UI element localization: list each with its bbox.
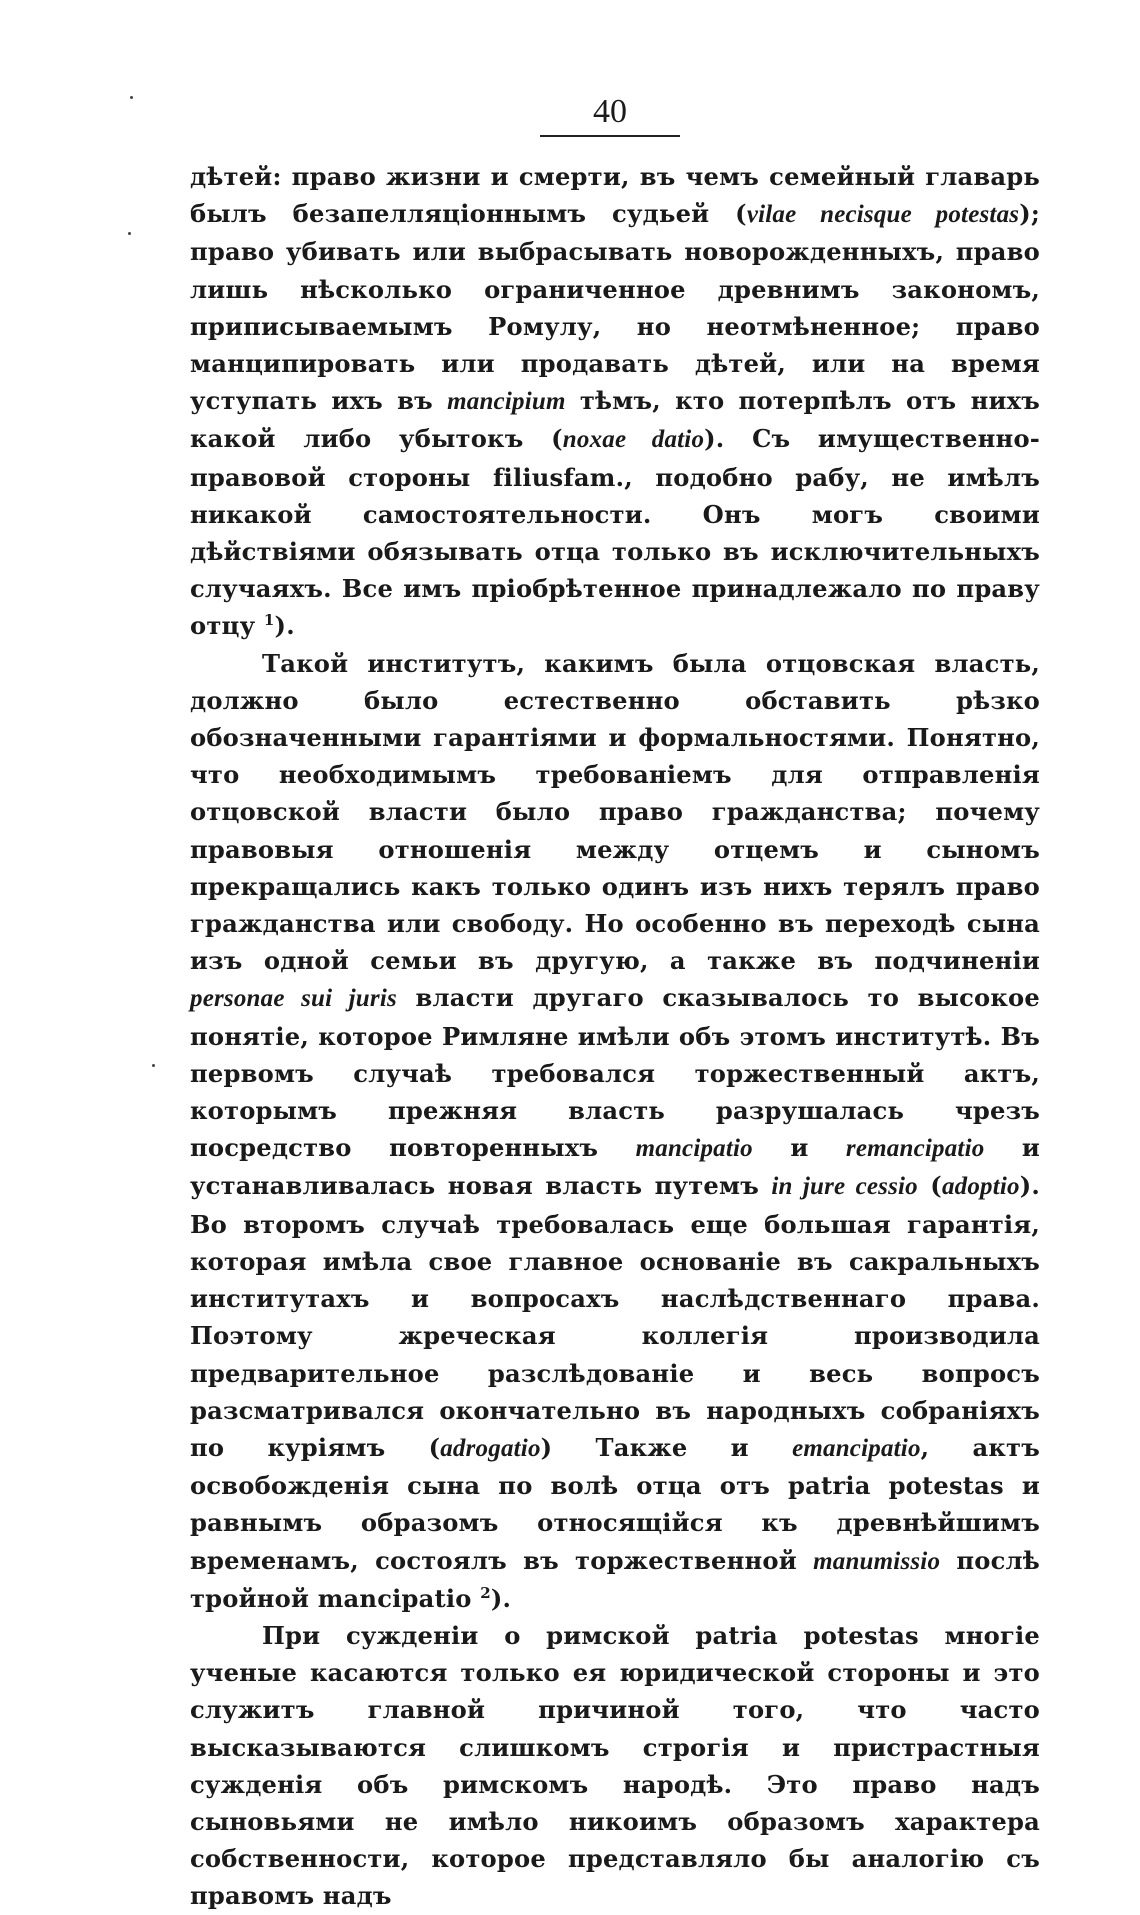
latin-term: remancipatio [845,1135,985,1163]
latin-term: vilae necisque potestas [746,201,1020,229]
text-run: Такой институтъ, какимъ была отцовская власть, должно было естественно обставить рѣзко обозначенными гарантіями и формальностями. Понятно, что необходимымъ требованіемъ для отправленія отцовской власти было право гражданства; почему правовыя отношенія между отцемъ и сыномъ прекращались какъ только одинъ изъ нихъ терялъ право гражданства или свободу. Но особенно въ переходѣ сына изъ одной семьи въ другую, а также въ подчиненіи [190,648,1040,976]
text-run: тѣмъ, кто потерпѣлъ отъ нихъ какой либо убытокъ ( [190,386,1040,454]
latin-term: emancipatio [792,1434,921,1462]
text-run: ). Во второмъ случаѣ требовалась еще большая гарантія, которая имѣла свое главное основаніе въ сакральныхъ институтахъ и вопросахъ наслѣдственнаго права. Поэтому жреческая коллегія производила предварительное разслѣдованіе и весь вопросъ разсматривался окончательно въ народныхъ собраніяхъ по куріямъ ( [190,1171,1041,1462]
text-run: ) Также и [540,1432,793,1462]
footnote-marker: 2 [480,1583,491,1602]
body-text [190,158,1040,1915]
latin-term: personae sui juris [190,985,397,1013]
latin-term: in jure cessio [771,1173,918,1201]
text-run: ( [917,1171,942,1201]
text-run: послѣ тройной mancipatio [190,1545,1040,1613]
paragraph [190,158,1040,645]
scan-speck [128,232,131,235]
text-run: и [752,1133,846,1163]
text-run: ). [490,1583,512,1613]
text-run: ); право убивать или выбрасывать новорожденныхъ, право лишь нѣсколько ограниченное древнимъ закономъ, приписываемымъ Ромулу, но неотмѣненное; право манципировать или продавать дѣтей, или на время уступать ихъ въ [190,199,1040,416]
page-number: 40 [593,93,627,130]
page-number-rule [540,135,680,137]
text-run: При сужденіи о римской patria potestas многіе ученые касаются только ея юридической стороны и это служитъ главной причиной того, что часто высказываются слишкомъ строгія и пристрастныя сужденія объ римскомъ народѣ. Это право надъ сыновьями не имѣло никоимъ образомъ характера собственности, которое представляло бы аналогію съ правомъ надъ [190,1620,1040,1911]
scan-speck [130,96,133,99]
latin-term: adoptio [941,1173,1020,1201]
text-run: ). Съ имущественно-правовой стороны filiusfam., подобно рабу, не имѣлъ никакой самостоятельности. Онъ могъ своими дѣйствіями обязывать отца только въ исключительныхъ случаяхъ. Все имъ пріобрѣтенное принадлежало по праву отцу [190,424,1041,641]
scan-speck [152,1064,155,1067]
latin-term: manumissio [813,1547,941,1575]
footnote-marker: 1 [263,611,275,630]
text-run: , актъ освобожденія сына по волѣ отца отъ patria potestas и равнымъ образомъ относящійся къ древнѣйшимъ временамъ, состоялъ въ торжественной [190,1432,1040,1575]
text-run: и устанавливалась новая власть путемъ [190,1133,1040,1201]
text-run: власти другаго сказывалось то высокое понятіе, которое Римляне имѣли объ этомъ институтѣ. Въ первомъ случаѣ требовался торжественный актъ, которымъ прежняя власть разрушалась чрезъ посредство повторенныхъ [190,983,1040,1163]
latin-term: adrogatio [440,1434,541,1462]
latin-term: noxae datio [562,426,705,454]
text-run: ). [274,611,295,641]
paragraph [190,645,1040,1617]
paragraph [190,1617,1040,1915]
text-run: дѣтей: право жизни и смерти, въ чемъ семейный главарь былъ безапелляціоннымъ судьей ( [190,162,1040,229]
latin-term: mancipatio [635,1135,753,1163]
latin-term: mancipium [447,388,566,416]
